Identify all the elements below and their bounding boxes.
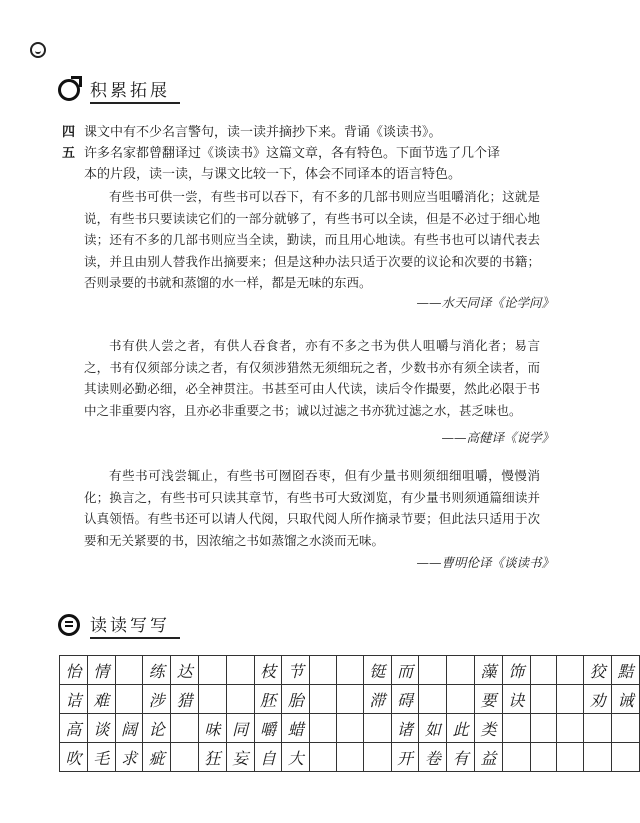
grid-cell: 碍 bbox=[391, 685, 419, 714]
grid-cell: 有 bbox=[447, 743, 475, 772]
grid-cell bbox=[171, 743, 199, 772]
grid-cell: 大 bbox=[282, 743, 310, 772]
grid-cell: 黠 bbox=[612, 656, 640, 685]
grid-cell: 此 bbox=[447, 714, 475, 743]
grid-cell bbox=[419, 656, 447, 685]
section-lines-icon bbox=[58, 614, 80, 636]
grid-cell: 毛 bbox=[87, 743, 115, 772]
grid-cell: 诀 bbox=[502, 685, 530, 714]
grid-cell bbox=[557, 656, 584, 685]
grid-cell: 谈 bbox=[87, 714, 115, 743]
grid-cell: 开 bbox=[391, 743, 419, 772]
grid-cell bbox=[226, 656, 254, 685]
grid-cell: 吹 bbox=[60, 743, 88, 772]
section-title: 积累拓展 bbox=[90, 76, 180, 104]
translation-passage-2: 书有供人尝之者，有供人吞食者，亦有不多之书为供人咀嚼与消化者；易言之，书有仅须部分读之者，有仅须涉猎然无须细玩之者，少数书亦有须全读者，而其读则必勤必细，必全神贯注。书甚至可由人代读，读后令作撮要，然此必限于书中之非重要内容，且亦必非重要之书；诚以过滤之书亦犹过滤之水，甚乏味也。 bbox=[84, 338, 540, 418]
grid-cell bbox=[612, 743, 640, 772]
translation-passage-1: 有些书可供一尝，有些书可以吞下，有不多的几部书则应当咀嚼消化；这就是说，有些书只要读读它们的一部分就够了，有些书可以全读，但是不必过于细心地读；还有不多的几部书则应当全读，勤读，而且用心地读。有些书也可以请代表去读，并且由别人替我作出摘要来；但是这种办法只适于次要的议论和次要的书籍；否则录要的书就和蒸馏的水一样，都是无味的东西。 bbox=[84, 189, 540, 290]
translation-attribution-1: ——水天同译《论学问》 bbox=[416, 295, 554, 310]
grid-cell bbox=[447, 656, 475, 685]
grid-cell: 狡 bbox=[584, 656, 612, 685]
section-header-accumulation bbox=[58, 76, 180, 104]
grid-cell: 如 bbox=[419, 714, 447, 743]
section-arrow-icon bbox=[58, 79, 80, 101]
grid-cell bbox=[115, 685, 143, 714]
grid-cell bbox=[226, 685, 254, 714]
grid-cell: 节 bbox=[282, 656, 310, 685]
grid-cell bbox=[419, 685, 447, 714]
grid-cell bbox=[310, 685, 337, 714]
grid-cell: 味 bbox=[198, 714, 226, 743]
grid-row bbox=[60, 714, 640, 743]
grid-cell: 枝 bbox=[254, 656, 282, 685]
grid-cell bbox=[198, 656, 226, 685]
grid-cell: 铤 bbox=[363, 656, 391, 685]
section-title: 读读写写 bbox=[90, 611, 180, 639]
grid-cell bbox=[557, 714, 584, 743]
grid-cell bbox=[363, 743, 391, 772]
grid-cell bbox=[612, 714, 640, 743]
grid-row bbox=[60, 743, 640, 772]
grid-cell: 疵 bbox=[143, 743, 171, 772]
grid-cell: 怡 bbox=[60, 656, 88, 685]
grid-cell: 达 bbox=[171, 656, 199, 685]
grid-cell bbox=[502, 743, 530, 772]
grid-cell bbox=[530, 743, 557, 772]
grid-cell bbox=[447, 685, 475, 714]
grid-cell: 论 bbox=[143, 714, 171, 743]
vocabulary-character-grid bbox=[59, 655, 640, 772]
grid-cell bbox=[502, 714, 530, 743]
grid-cell: 要 bbox=[475, 685, 503, 714]
grid-cell: 嚼 bbox=[254, 714, 282, 743]
grid-cell: 卷 bbox=[419, 743, 447, 772]
grid-cell: 求 bbox=[115, 743, 143, 772]
grid-cell bbox=[530, 685, 557, 714]
grid-cell bbox=[337, 685, 364, 714]
grid-cell bbox=[337, 714, 364, 743]
page-corner-emblem-icon bbox=[30, 42, 46, 58]
grid-cell bbox=[310, 656, 337, 685]
grid-cell: 同 bbox=[226, 714, 254, 743]
grid-cell bbox=[584, 743, 612, 772]
grid-cell bbox=[363, 714, 391, 743]
grid-cell bbox=[337, 743, 364, 772]
grid-cell: 藻 bbox=[475, 656, 503, 685]
grid-cell bbox=[310, 714, 337, 743]
section-header-read-write bbox=[58, 611, 180, 639]
grid-cell: 诸 bbox=[391, 714, 419, 743]
grid-cell: 狂 bbox=[198, 743, 226, 772]
grid-cell: 益 bbox=[475, 743, 503, 772]
grid-cell: 涉 bbox=[143, 685, 171, 714]
grid-cell: 猎 bbox=[171, 685, 199, 714]
question-text-line-1: 许多名家都曾翻译过《谈读书》这篇文章，各有特色。下面节选了几个译 bbox=[84, 146, 501, 161]
grid-cell bbox=[310, 743, 337, 772]
grid-cell: 自 bbox=[254, 743, 282, 772]
grid-cell bbox=[115, 656, 143, 685]
grid-cell: 妄 bbox=[226, 743, 254, 772]
grid-cell: 练 bbox=[143, 656, 171, 685]
grid-cell: 难 bbox=[87, 685, 115, 714]
question-text: 课文中有不少名言警句，读一读并摘抄下来。背诵《谈读书》。 bbox=[84, 125, 442, 140]
grid-cell: 蜡 bbox=[282, 714, 310, 743]
question-5 bbox=[62, 143, 552, 185]
grid-cell: 劝 bbox=[584, 685, 612, 714]
grid-cell: 类 bbox=[475, 714, 503, 743]
grid-cell: 情 bbox=[87, 656, 115, 685]
grid-cell: 诫 bbox=[612, 685, 640, 714]
translation-attribution-3: ——曹明伦译《谈读书》 bbox=[416, 555, 554, 570]
grid-cell: 诘 bbox=[60, 685, 88, 714]
grid-cell: 滞 bbox=[363, 685, 391, 714]
grid-row bbox=[60, 656, 640, 685]
grid-cell: 阔 bbox=[115, 714, 143, 743]
question-number: 四 bbox=[62, 125, 76, 140]
grid-cell bbox=[584, 714, 612, 743]
grid-cell bbox=[337, 656, 364, 685]
question-text-line-2: 本的片段，读一读，与课文比较一下，体会不同译本的语言特色。 bbox=[84, 167, 462, 182]
grid-cell bbox=[530, 714, 557, 743]
grid-cell bbox=[557, 743, 584, 772]
grid-cell: 胎 bbox=[282, 685, 310, 714]
translation-passage-3: 有些书可浅尝辄止，有些书可囫囵吞枣，但有少量书则须细细咀嚼，慢慢消化；换言之，有些书可只读其章节，有些书可大致浏览，有少量书则须通篇细读并认真领悟。有些书还可以请人代阅，只取代阅人所作摘录节要；但此法只适用于次要和无关紧要的书，因浓缩之书如蒸馏之水淡而无味。 bbox=[84, 468, 540, 548]
grid-cell: 而 bbox=[391, 656, 419, 685]
grid-cell: 高 bbox=[60, 714, 88, 743]
grid-cell bbox=[171, 714, 199, 743]
grid-cell: 饰 bbox=[502, 656, 530, 685]
grid-cell: 胚 bbox=[254, 685, 282, 714]
grid-cell bbox=[557, 685, 584, 714]
question-4 bbox=[62, 122, 552, 143]
grid-cell bbox=[530, 656, 557, 685]
grid-cell bbox=[198, 685, 226, 714]
question-number: 五 bbox=[62, 146, 76, 161]
grid-row bbox=[60, 685, 640, 714]
translation-attribution-2: ——高健译《说学》 bbox=[441, 430, 554, 445]
